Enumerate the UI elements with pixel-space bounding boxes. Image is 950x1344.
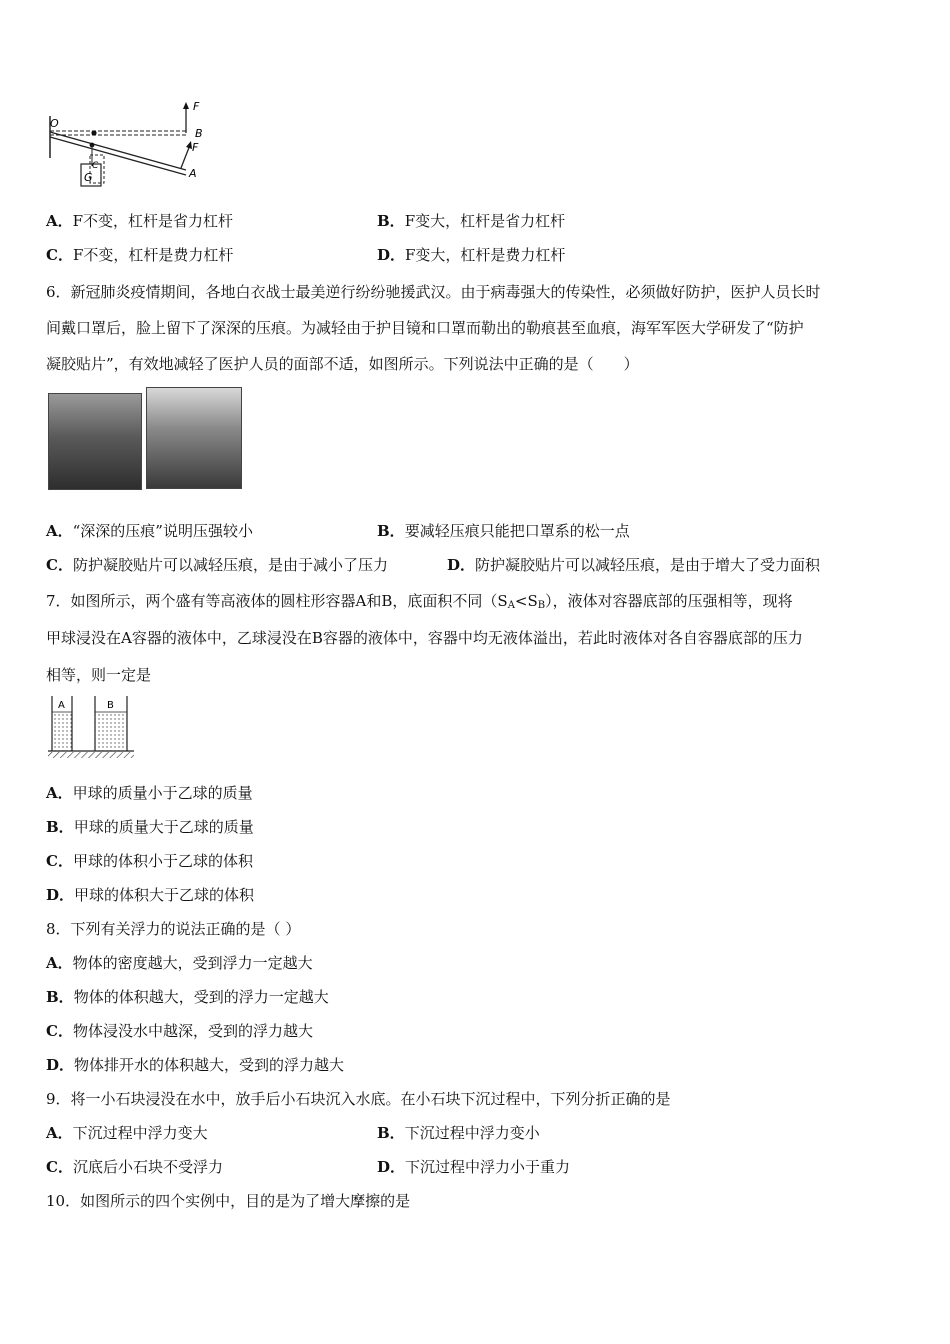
q7-option-b[interactable]: B．甲球的质量大于乙球的质量 [46,818,254,836]
q8-option-c[interactable]: C．物体浸没水中越深，受到的浮力越大 [46,1022,313,1040]
q7-option-a[interactable]: A．甲球的质量小于乙球的质量 [46,784,253,802]
q6-option-d[interactable]: D．防护凝胶贴片可以减轻压痕，是由于增大了受力面积 [447,556,821,574]
label-A: A [189,167,197,180]
q7-option-c[interactable]: C．甲球的体积小于乙球的体积 [46,852,253,870]
q7-stem-line2: 甲球浸没在A容器的液体中，乙球浸没在B容器的液体中，容器中均无液体溢出，若此时液体对各自容器底部的压力 [46,629,803,647]
q5-option-b[interactable]: B．F变大，杠杆是省力杠杆 [377,212,566,230]
q8-option-d[interactable]: D．物体排开水的体积越大，受到的浮力越大 [46,1056,345,1074]
label-F-top: F [193,100,200,113]
container-label-a: A [58,700,65,711]
q8-stem: 8．下列有关浮力的说法正确的是（ ） [46,920,301,938]
container-label-b: B [107,700,114,711]
label-G: G [84,171,93,184]
q9-option-a[interactable]: A．下沉过程中浮力变大 [46,1124,208,1142]
lever-diagram [44,100,214,195]
q10-stem: 10．如图所示的四个实例中，目的是为了增大摩擦的是 [46,1192,411,1210]
q8-option-a[interactable]: A．物体的密度越大，受到浮力一定越大 [46,954,313,972]
q7-stem-line3: 相等，则一定是 [46,666,152,684]
q6-stem-line3: 凝胶贴片”，有效地减轻了医护人员的面部不适，如图所示。下列说法中正确的是（ ） [46,355,639,373]
q6-option-c[interactable]: C．防护凝胶贴片可以减轻压痕，是由于减小了压力 [46,556,388,574]
q5-option-a[interactable]: A．F不变，杠杆是省力杠杆 [46,212,234,230]
photo-mask-worker [48,393,142,490]
label-B: B [195,127,203,140]
label-C: C [92,161,99,171]
q6-stem-line2: 间戴口罩后，脸上留下了深深的压痕。为减轻由于护目镜和口罩而勒出的勒痕甚至血痕，海军军医大学研发了“防护 [46,319,804,337]
q7-stem-line1: 7．如图所示，两个盛有等高液体的圆柱形容器A和B，底面积不同$(S_A<S_B)$，液体对容器底部的压强相等，现将 [46,592,793,611]
q9-option-d[interactable]: D．下沉过程中浮力小于重力 [377,1158,571,1176]
q9-option-b[interactable]: B．下沉过程中浮力变小 [377,1124,540,1142]
q5-option-c[interactable]: C．F不变，杠杆是费力杠杆 [46,246,234,264]
q5-option-d[interactable]: D．F变大，杠杆是费力杠杆 [377,246,566,264]
q7-option-d[interactable]: D．甲球的体积大于乙球的体积 [46,886,255,904]
q8-option-b[interactable]: B．物体的体积越大，受到的浮力一定越大 [46,988,329,1006]
q6-option-a[interactable]: A．“深深的压痕”说明压强较小 [46,522,253,540]
containers-diagram [46,694,136,760]
q9-option-c[interactable]: C．沉底后小石块不受浮力 [46,1158,223,1176]
q9-stem: 9．将一小石块浸没在水中，放手后小石块沉入水底。在小石块下沉过程中，下列分折正确的是 [46,1090,671,1108]
label-O: O [50,117,59,130]
photo-gel-patch [146,387,242,489]
q6-stem-line1: 6．新冠肺炎疫情期间，各地白衣战士最美逆行纷纷驰援武汉。由于病毒强大的传染性，必须做好防护，医护人员长时 [46,283,821,301]
label-F-low: F [192,141,199,154]
q6-option-b[interactable]: B．要减轻压痕只能把口罩系的松一点 [377,522,630,540]
